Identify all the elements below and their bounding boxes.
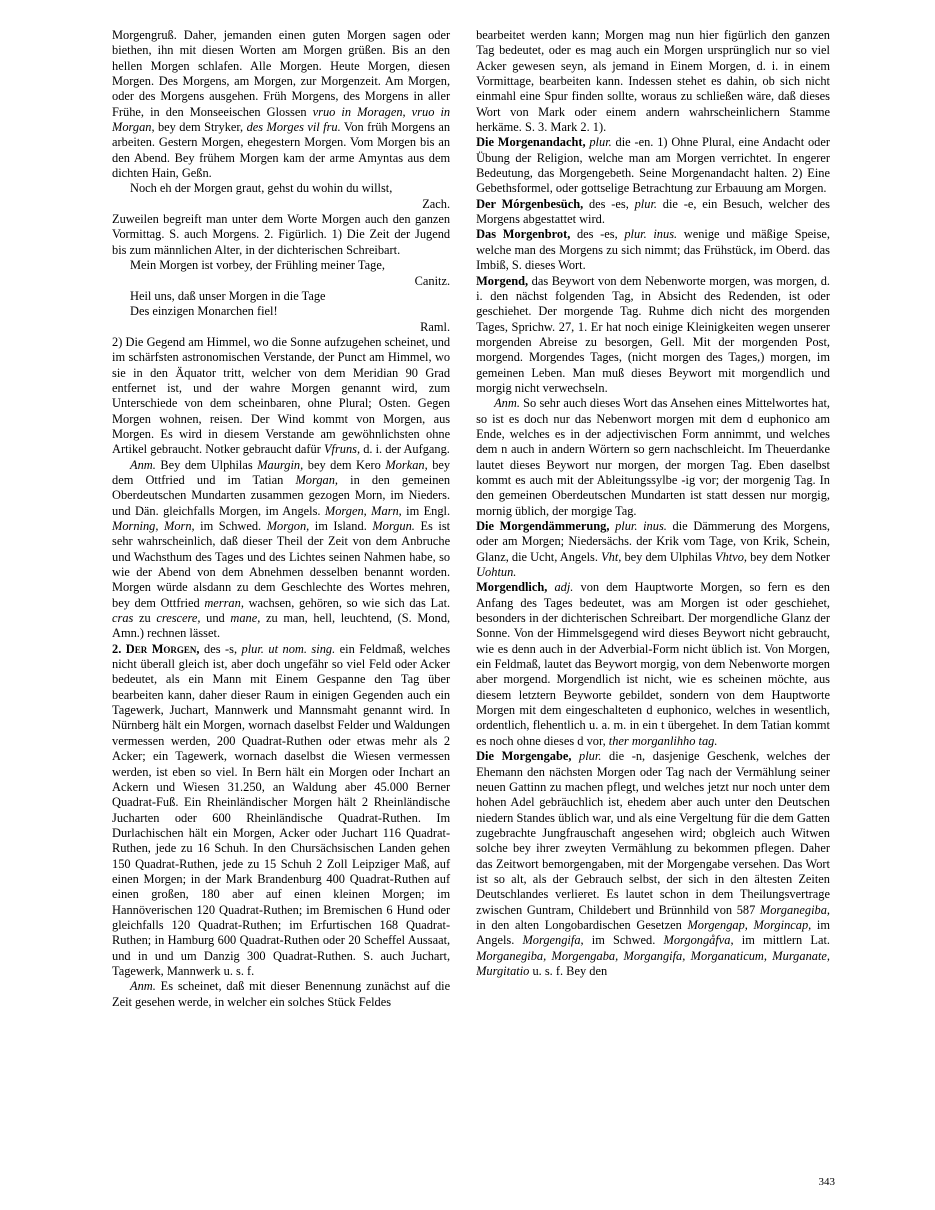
paragraph: Morgengruß. Daher, jemanden einen guten Morgen sagen oder biethen, ihn mit diesen Worten am Morgen grüßen. Bis an den hellen Morgen schlafen. Alle Morgen. Heute Morgen, diesen Morgen. Des Morgens, am Morgen, zur Morgenzeit. Am Morgen, oder des Morgens ausgehen. Früh Morgens, des Morgens in aller Frühe, in den Monseeischen Glossen vruo in Moragen, vruo in Morgan, bey dem Stryker, des Morges vil fru. Von früh Morgens an arbeiten. Gestern Morgen, ehegestern Morgen. Vom Morgen bis an den Abend. Bey frühem Morgen kam der arme Amyntas aus dem dichten Hain, Geßn. — [112, 28, 451, 181]
annotation-label: Anm. — [130, 457, 156, 472]
entry-headword: Die Morgenandacht, — [476, 135, 586, 150]
dictionary-entry: Das Morgenbrot, des -es, plur. inus. wenige und mäßige Speise, welche man des Morgens zu sich nimmt; das Frühstück, im Oberd. das Imbiß, S. dieses Wort. — [476, 227, 831, 273]
latin-gloss: Vfruns, — [323, 442, 361, 457]
entry-headword: Das Morgenbrot, — [476, 227, 571, 242]
entry-headword: Morgendlich, — [476, 580, 548, 595]
left-column — [112, 28, 450, 1168]
entry-grammar: plur. inus. — [624, 227, 678, 242]
entry-grammar: plur. — [585, 135, 612, 150]
entry-grammar: plur. — [571, 749, 602, 764]
paragraph: 2) Die Gegend am Himmel, wo die Sonne aufzugehen scheinet, und im schärfsten astronomischen Verstande, der Punct am Himmel, wo sie in den Äquator tritt, welcher von dem Meridian 90 Grad entfernet ist, und der wahre Morgen genannt wird, zum Unterschiede von dem scheinbaren, ohne Plural; Osten. Gegen Morgen wohnen, reisen. Der Wind kommt von Morgen, aus Morgen. Es wird in diesem Verstande am gewöhnlichsten ohne Artikel gebraucht. Notker gebraucht dafür Vfruns, d. i. der Aufgang. — [112, 334, 451, 457]
verse-attribution: Canitz. — [414, 273, 451, 288]
entry-grammar: plur. inus. — [609, 519, 667, 533]
entry-grammar: adj. — [547, 580, 574, 595]
dictionary-entry: 2. Der Morgen, des -s, plur. ut nom. sing. ein Feldmaß, welches nicht überall gleich ist, aber doch ungefähr so viel Feld oder Acker bedeutet, als ein Mann mit Einem Gespanne den Tag über bearbeiten kann, daher dieser Raum in einigen Gegenden auch ein Tagewerk, Juchart, Mannwerk und Mannsmaht genannt wird. In Nürnberg hält ein Morgen, wornach daselbst Felder und Waldungen vermessen werden, 200 Quadrat-Ruthen oder etwas mehr als 2 Acker; ein Tagewerk, wornach daselbst die Wiesen vermessen werden, ist eben so viel. In Bern hält ein Morgen oder Inchart an Ackern und Wiesen 31.250, an Waldung aber 45.000 Berner Quadrat-Fuß. Ein Rheinländischer Morgen hält 2 Rheinländische Jucharten oder 600 Rheinländische Quadrat-Ruthen. Im Durlachischen hält ein Morgen, Acker oder Juchart 116 Quadrat-Ruthen, jede zu 16 Schuh. In den Chursächsischen Landen gehen 150 Quadrat-Ruthen, jede zu 15 Schuh 2 Zoll Leipziger Maß, auf einen Morgen; in der Mark Brandenburg 400 Quadrat-Ruthen auf einen großen, 180 aber auf einen kleinen Morgen; im Hannöverischen 120 Quadrat-Ruthen; im Bremischen 6 Hund oder gleichfalls 120 Quadrat-Ruthen; im Erfurtischen 168 Quadrat-Ruthen; in Hamburg 600 Quadrat-Ruthen oder 20 Scheffel Aussaat, und in und um Danzig 300 Quadrat-Ruthen. S. auch Juchart, Tagewerk, Mannwerk u. s. f. — [112, 641, 451, 978]
verse-line: Noch eh der Morgen graut, gehst du wohin du willst, — [130, 181, 393, 196]
entry-grammar: plur. — [634, 196, 657, 211]
dictionary-entry: Der Mórgenbesüch, des -es, plur. die -e, ein Besuch, welcher des Morgens abgestattet wird. — [476, 196, 831, 227]
paragraph: bearbeitet werden kann; Morgen mag nun hier figürlich den ganzen Tag bedeutet, oder es mag auch ein Morgen ursprünglich nur so viel Acker gewesen seyn, als jemand in Einem Morgen, d. i. in einem Vormittage, bearbeiten kann. Indessen stehet es dahin, ob sich nicht einmahl eine Spur finden sollte, woraus zu schließen wäre, daß dieses Wort von Mark oder einem andern wahrscheinlichern Stamme herkäme. S. 3. Mark 2. 1). — [476, 28, 830, 135]
latin-gloss: des Morges vil fru. — [246, 120, 341, 135]
dictionary-entry: Die Morgenandacht, plur. die -en. 1) Ohne Plural, eine Andacht oder Übung der Religion, welche man am Morgen verrichtet. In engerer Bedeutung, das Morgengebeth. Seine Morgenandacht halten. 2) Eine Gebethsformel, oder gottselige Betrachtung zur Erbauung am Morgen. — [476, 135, 830, 196]
latin-gloss: vruo in Moragen, vruo in Morgan, — [112, 104, 451, 135]
right-column — [476, 28, 830, 1168]
entry-headword: Morgend, — [476, 273, 529, 288]
annotation-paragraph: Anm. So sehr auch dieses Wort das Ansehen eines Mittelwortes hat, so ist es doch nur das Nebenwort morgen mit dem d euphonico am Ende, welches es in der adjectivischen Form annimmt, und welches dem n auch in andern Wörtern so gern nachschleicht. Im Theuerdanke lautet dieses Beywort nur morgen, der morgen Tag. Eben daselbst kommt es auch mit der Ableitungssylbe -ig vor; der morgenig Tag. In den gemeinen Oberdeutschen Mundarten ist statt dessen nur morgig, mornig üblich, der morgige Tag. — [476, 396, 830, 518]
dictionary-entry: Morgend, das Beywort von dem Nebenworte morgen, was morgen, d. i. den nächst folgenden Tag, in Absicht des Redenden, ist oder geschiehet. Der morgende Tag. Ruhme dich nicht des morgenden Tages, Sprichw. 27, 1. Er hat noch einige Kleinigkeiten wegen unserer morgenden Abreise zu besorgen, Gell. Mit der morgenden Post, morgend. Morgendes Tages, (nicht morgen des Tages,) morgen, im gemeinen Leben. Man muß dieses Beywort mit morgendlich und morgig nicht verwechseln. — [476, 273, 830, 395]
two-column-body — [112, 28, 830, 1168]
entry-grammar: plur. ut nom. sing. — [241, 641, 336, 656]
verse-attribution: Raml. — [420, 319, 451, 334]
annotation-label: Anm. — [130, 979, 156, 994]
verse-line: Des einzigen Monarchen fiel! — [130, 304, 278, 319]
annotation-paragraph: Anm. Bey dem Ulphilas Maurgin, bey dem Kero Morkan, bey dem Ottfried und im Tatian Morgan, in den gemeinen Oberdeutschen Mundarten zusammen gezogen Morn, im Nieders. und Dän. gleichfalls Morgen, im Angels. Morgen, Marn, im Engl. Morning, Morn, im Schwed. Morgon, im Island. Morgun. Es ist sehr wahrscheinlich, daß dieser Theil der Zeit von dem Anbruche und Wachsthum des Tages und des Lichtes seinen Nahmen habe, so wie der Abend von dem Abnehmen desselben benannt worden. Morgen würde alsdann zu dem Geschlechte des Wortes mehren, bey dem Ottfried merran, wachsen, gehören, so wie sich das Lat. cras zu crescere, und mane, zu man, hell, leuchtend, (S. Mond, Amn.) rechnen lässet. — [112, 457, 451, 641]
dictionary-entry: Die Morgengabe, plur. die -n, dasjenige Geschenk, welches der Ehemann den nächsten Morgen oder Tag nach der Vermählung seiner neuen Gattinn zu machen pflegt, und welches jetzt nur noch unter dem hohen Adel gebräuchlich ist, ehedem aber auch unter den Deutschen niedern Standes üblich war, und als eine Vergeltung für die dem Gatten zugebrachte Jungfrauschaft angesehen wird; obgleich auch Witwen solche bey ihrer zweyten Vermählung zu bekommen pflegen. Daher das Zeitwort bemorgengaben, mit der Morgengabe versehen. Das Wort ist so alt, als der Gebrauch selbst, der sich in den ältesten Zeiten Deutschlandes verlieret. Es lautet schon in dem Theilungsvertrage zwischen Guntram, Childebert und Brünnhild von 587 Morganegiba, in den alten Longobardischen Gesetzen Morgengap, Morgincap, im Angels. Morgengifa, im Schwed. Morgongåfva, im mittlern Lat. Morganegiba, Morgengaba, Morgangifa, Morganaticum, Murganate, Murgitatio u. s. f. Bey den — [476, 749, 830, 978]
dictionary-entry: Morgendlich, adj. von dem Hauptworte Morgen, so fern es den Anfang des Tages bedeutet, was am Morgen ist oder geschiehet, besonders in der dichterischen Schreibart. Der morgendliche Glanz der Sonne. Von der Himmelsgegend wird dieses Beywort nicht gebraucht, wie es denn auch in der Adverbial-Form nicht üblich ist. Von Morgen, ein Feldmaß, lautet das Beywort morgig, von dem Nebenworte morgen aber morgend. Morgendlich ist nicht, wie es scheinen möchte, aus diesem letztern Beyworte gebildet, sondern von dem Hauptworte Morgen mit dem eingeschalteten d euphonico, welches in wesentlich, ordentlich, flehentlich u. a. m. in ein t übergehet. In dem Tatian kommt es noch ohne dieses d vor, ther morganlihho tag. — [476, 580, 830, 748]
dictionary-entry: Die Morgendämmerung, plur. inus. die Dämmerung des Morgens, oder am Morgen; Niedersächs. der Krik vom Tage, von Krik, Schein, Glanz, die Ucht, Angels. Vht, bey dem Ulphilas Vhtvo, bey dem Notker Uohtun. — [476, 519, 830, 580]
verse-line: Mein Morgen ist vorbey, der Frühling meiner Tage, — [130, 258, 385, 273]
verse-attribution: Zach. — [422, 196, 451, 211]
entry-headword: Die Morgendämmerung, — [476, 519, 610, 533]
page-number: 343 — [818, 1176, 835, 1188]
annotation-label: Anm. — [494, 396, 520, 411]
entry-headword: Der Mórgenbesüch, — [476, 196, 584, 211]
annotation-paragraph: Anm. Es scheinet, daß mit dieser Benennung zunächst auf die Zeit gesehen werde, in welcher ein solches Stück Feldes — [112, 979, 451, 1009]
verse-line: Heil uns, daß unser Morgen in die Tage — [130, 288, 326, 303]
paragraph: Zuweilen begreift man unter dem Worte Morgen auch den ganzen Vormittag. S. auch Morgens. 2. Figürlich. 1) Die Zeit der Jugend bis zum männlichen Alter, in der dichterischen Schreibart. — [112, 212, 451, 257]
entry-headword: 2. Der Morgen, — [112, 641, 200, 656]
entry-headword: Die Morgengabe, — [476, 749, 572, 764]
